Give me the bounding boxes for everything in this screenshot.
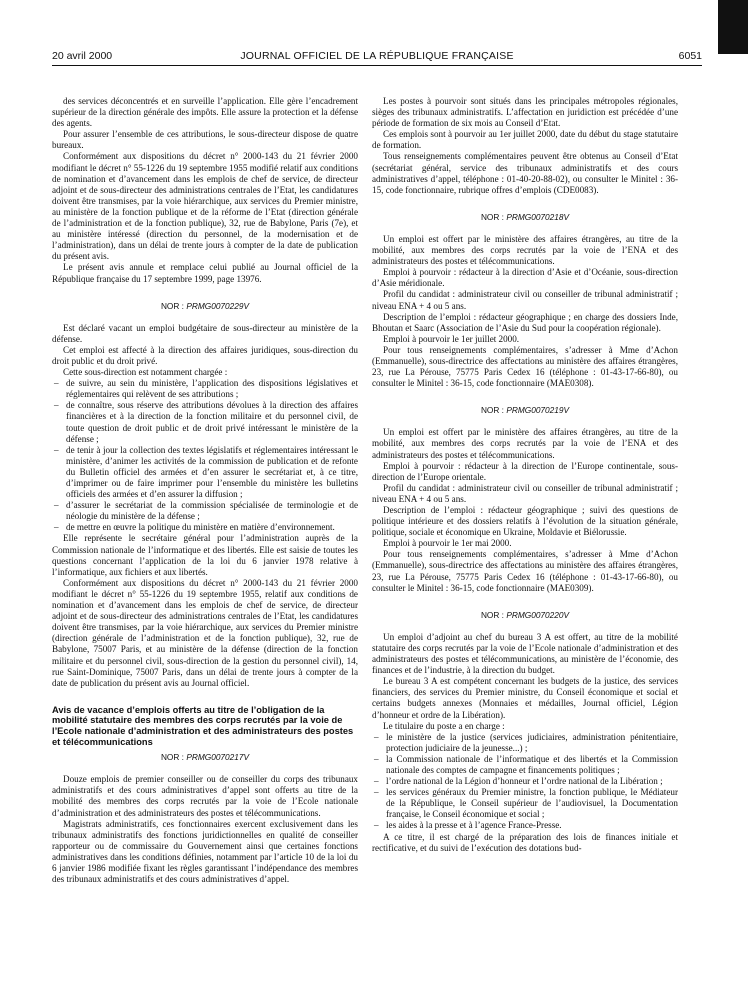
paragraph: A ce titre, il est chargé de la préparation des lois de finances initiale et rectificative, et du suivi de l’exécution des dotations bud- <box>372 831 678 853</box>
paragraph: Profil du candidat : administrateur civil ou conseiller de tribunal administratif ; niveau ENA + 4 ou 5 ans. <box>372 482 678 504</box>
paragraph: Description de l’emploi : rédacteur géographique ; suivi des questions de politique intérieure et des dossiers relatifs à l’évolution de la situation générale, politique, sociale et économique en Ukraine, Moldavie et Biélorussie. <box>372 505 678 538</box>
nor-code: PRMG0070229V <box>186 300 250 311</box>
nor-code: PRMG0070219V <box>506 405 570 416</box>
paragraph: Magistrats administratifs, ces fonctionnaires exercent exclusivement dans les tribunaux administratifs des fonctions juridictionnelles en qualité de conseiller rapporteur ou de commissaire du Gouvernement ainsi que certaines fonctions administratives dans les conditions définies, notamment par l’article 10 de la loi du 6 janvier 1986 modifiée fixant les règles garantissant l’indépendance des membres des tribunaux administratifs et des cours administratives d’appel. <box>52 818 358 885</box>
left-column <box>52 96 358 885</box>
paragraph: Cette sous-direction est notamment chargée : <box>63 367 228 378</box>
list-item: – l’ordre national de la Légion d’honneur et l’ordre national de la Libération ; <box>372 776 678 787</box>
paragraph: Les postes à pourvoir sont situés dans les principales métropoles régionales, sièges des tribunaux administratifs. L’affectation en juridiction est précédée d’une période de formation de six mois au Conseil d’Etat. <box>372 96 678 129</box>
nor-label: NOR : <box>480 405 504 416</box>
header-rule <box>52 65 702 66</box>
paragraph: Conformément aux dispositions du décret n° 2000-143 du 21 février 2000 modifiant le décret n° 55-1226 du 19 septembre 1955 modifié relatif aux conditions de nomination et d’avancement dans les emplois de chef de service, de directeur adjoint et de sous-directeur des administrations centrales de l’Etat, les candidatures doivent être transmises, par la voie hiérarchique, aux services du Premier ministre, au ministère de la fonction publique et de la réforme de l’Etat (direction générale de l’administration et de la fonction publique), 32, rue de Babylone, Paris (7e), et au ministère intéressé (direction du personnel, de la modernisation et de l’administration), dans un délai de trente jours à compter de la date de publication du présent avis. <box>52 151 358 262</box>
paragraph: Cet emploi est affecté à la direction des affaires juridiques, sous-direction du droit public et du droit privé. <box>52 344 358 366</box>
paragraph: Le présent avis annule et remplace celui publié au Journal officiel de la République française du 17 septembre 1999, page 13976. <box>52 262 358 284</box>
section-heading: Avis de vacance d’emplois offerts au titre de l’obligation de la mobilité statutaire des membres des corps recrutés par la voie de l’Ecole nationale d’administration et des administrateurs des postes et télécommunications <box>52 704 354 747</box>
paragraph: Emploi à pourvoir : rédacteur à la direction de l’Europe continentale, sous-direction de l’Europe orientale. <box>372 460 678 482</box>
paragraph: Elle représente le secrétaire général pour l’administration auprès de la Commission nationale de l’informatique et des libertés. Elle est saisie de toutes les questions concernant l’application de la loi du 6 janvier 1978 relative à l’informatique, aux fichiers et aux libertés. <box>52 533 358 577</box>
page-edge-tab <box>718 0 748 54</box>
page-header <box>52 50 702 64</box>
paragraph: Le bureau 3 A est compétent concernant les budgets de la justice, des services financiers, des services du Premier ministre, du Conseil économique et social et certains budgets annexes (Monnaies et médailles, Journal officiel, Légion d’honneur et ordre de la Libération). <box>372 676 678 720</box>
paragraph: Est déclaré vacant un emploi budgétaire de sous-directeur au ministère de la défense. <box>52 322 358 344</box>
list-item: – de suivre, au sein du ministère, l’application des dispositions législatives et réglementaires qui relèvent de ses attributions ; <box>52 378 358 400</box>
list-item: – de mettre en œuvre la politique du ministère en matière d’environnement. <box>52 522 358 533</box>
list-item: – la Commission nationale de l’informatique et des libertés et la Commission nationale des comptes de campagne et financements politiques ; <box>372 754 678 776</box>
nor-code: PRMG0070218V <box>506 211 570 222</box>
paragraph: Tous renseignements complémentaires peuvent être obtenus au Conseil d’Etat (secrétariat général, service des tribunaux administratifs et des cours administratives d’appel, téléphone : 01-40-20-88-02), ou consulter le Minitel : 36-15, code fonctionnaire, rubrique offres d’emplois (CDE0083). <box>372 151 678 195</box>
paragraph: Emploi à pourvoir le 1er mai 2000. <box>383 538 512 549</box>
paragraph: Emploi à pourvoir : rédacteur à la direction d’Asie et d’Océanie, sous-direction d’Asie méridionale. <box>372 267 678 289</box>
paragraph: des services déconcentrés et en surveille l’application. Elle gère l’encadrement supérieur de la direction générale des impôts. Elle assure la protection et la défense des agents. <box>52 96 358 129</box>
nor-reference <box>372 610 678 621</box>
nor-label: NOR : <box>160 300 184 311</box>
paragraph: Description de l’emploi : rédacteur géographique ; en charge des dossiers Inde, Bhoutan et Saarc (Association de l’Asie du Sud pour la coopération régionale). <box>372 311 678 333</box>
responsibilities-list <box>372 732 678 832</box>
list-item: – les services généraux du Premier ministre, la fonction publique, le Médiateur de la République, le Conseil supérieur de l’audiovisuel, la Documentation française, le Conseil économique et social ; <box>372 787 678 820</box>
paragraph: Ces emplois sont à pourvoir au 1er juillet 2000, date du début du stage statutaire de formation. <box>372 129 678 151</box>
nor-code: PRMG0070220V <box>506 609 570 620</box>
issue-date: 20 avril 2000 <box>52 50 113 62</box>
paragraph: Pour assurer l’ensemble de ces attributions, le sous-directeur dispose de quatre bureaux. <box>52 129 358 151</box>
nor-code: PRMG0070217V <box>186 752 250 763</box>
page-number: 6051 <box>678 50 702 62</box>
paragraph: Un emploi d’adjoint au chef du bureau 3 A est offert, au titre de la mobilité statutaire des corps recrutés par la voie de l’Ecole nationale d’administration et des administrateurs des postes et télécommunications, au ministère de l’économie, des finances et de l’industrie, à la direction du budget. <box>372 631 678 676</box>
nor-label: NOR : <box>160 752 184 763</box>
list-item: – de tenir à jour la collection des textes législatifs et réglementaires intéressant le ministère, d’animer les activités de la commission de publication et de refonte du Bulletin officiel des armées et d’en assurer le secrétariat et, à ce titre, d’imprimer ou de faire imprimer pour l’ensemble du ministère les bulletins officiels des armées et d’en assurer la diffusion ; <box>52 445 358 500</box>
paragraph: Un emploi est offert par le ministère des affaires étrangères, au titre de la mobilité, aux membres des corps recrutés par la voie de l’ENA et des administrateurs des postes et télécommunications. <box>372 233 678 267</box>
paragraph: Douze emplois de premier conseiller ou de conseiller du corps des tribunaux administratifs et des cours administratives d’appel sont offerts au titre de la mobilité des membres des corps recrutés par la voie de l’Ecole nationale d’administration et des administrateurs des postes et télécommunications. <box>52 774 358 818</box>
journal-title: JOURNAL OFFICIEL DE LA RÉPUBLIQUE FRANÇAISE <box>240 50 514 62</box>
paragraph: Un emploi est offert par le ministère des affaires étrangères, au titre de la mobilité, aux membres des corps recrutés par la voie de l’ENA et des administrateurs des postes et télécommunications. <box>372 427 678 460</box>
paragraph: Pour tous renseignements complémentaires, s’adresser à Mme d’Achon (Emmanuelle), sous-directrice des affectations au ministère des affaires étrangères, 23, rue La Pérouse, 75775 Paris Cedex 16 (téléphone : 01-43-17-66-80), ou consulter le Minitel : 36-15, code fonctionnaire (MAE0309). <box>372 549 678 593</box>
list-item: – d’assurer le secrétariat de la commission spécialisée de terminologie et de néologie du ministère de la défense ; <box>52 500 358 522</box>
list-item: – le ministère de la justice (services judiciaires, administration pénitentiaire, protection judiciaire de la jeunesse...) ; <box>372 732 678 754</box>
list-item: – de connaître, sous réserve des attributions dévolues à la direction des affaires financières et à la direction de la fonction militaire et du personnel civil, de toute question de droit public et de droit privé intéressant le ministère de la défense ; <box>52 400 358 444</box>
nor-reference <box>52 301 358 312</box>
paragraph: Emploi à pourvoir le 1er juillet 2000. <box>383 333 520 344</box>
paragraph: Conformément aux dispositions du décret n° 2000-143 du 21 février 2000 modifiant le décret n° 55-1226 du 19 septembre 1955, relatif aux conditions de nomination et d’avancement dans les emplois de chef de service, de directeur adjoint et de sous-directeur des administrations centrales de l’Etat, les candidatures doivent être transmises, par la voie hiérarchique, aux services du Premier ministre (direction générale de l’administration et de la fonction publique), 32, rue de Babylone, 75007 Paris, et au ministère de la défense (direction de la fonction militaire et du personnel civil, sous-direction de la gestion du personnel civil), 14, rue Saint-Dominique, 75007 Paris, dans un délai de trente jours à compter de la date de publication du présent avis au Journal officiel. <box>52 577 358 688</box>
nor-reference <box>52 752 358 763</box>
paragraph: Profil du candidat : administrateur civil ou conseiller de tribunal administratif ; niveau ENA + 4 ou 5 ans. <box>372 289 678 311</box>
list-item: – les aides à la presse et à l’agence France-Presse. <box>372 820 678 831</box>
nor-reference <box>372 405 678 416</box>
attributions-list <box>52 378 358 533</box>
paragraph: Le titulaire du poste a en charge : <box>383 720 505 731</box>
paragraph: Pour tous renseignements complémentaires, s’adresser à Mme d’Achon (Emmanuelle), sous-directrice des affectations au ministère des affaires étrangères, 23, rue La Pérouse, 75775 Paris Cedex 16 (téléphone : 01-43-17-66-80), ou consulter le Minitel : 36-15, code fonctionnaire (MAE0308). <box>372 344 678 389</box>
nor-reference <box>372 212 678 223</box>
nor-label: NOR : <box>480 211 504 222</box>
right-column <box>372 96 678 854</box>
nor-label: NOR : <box>480 609 504 620</box>
